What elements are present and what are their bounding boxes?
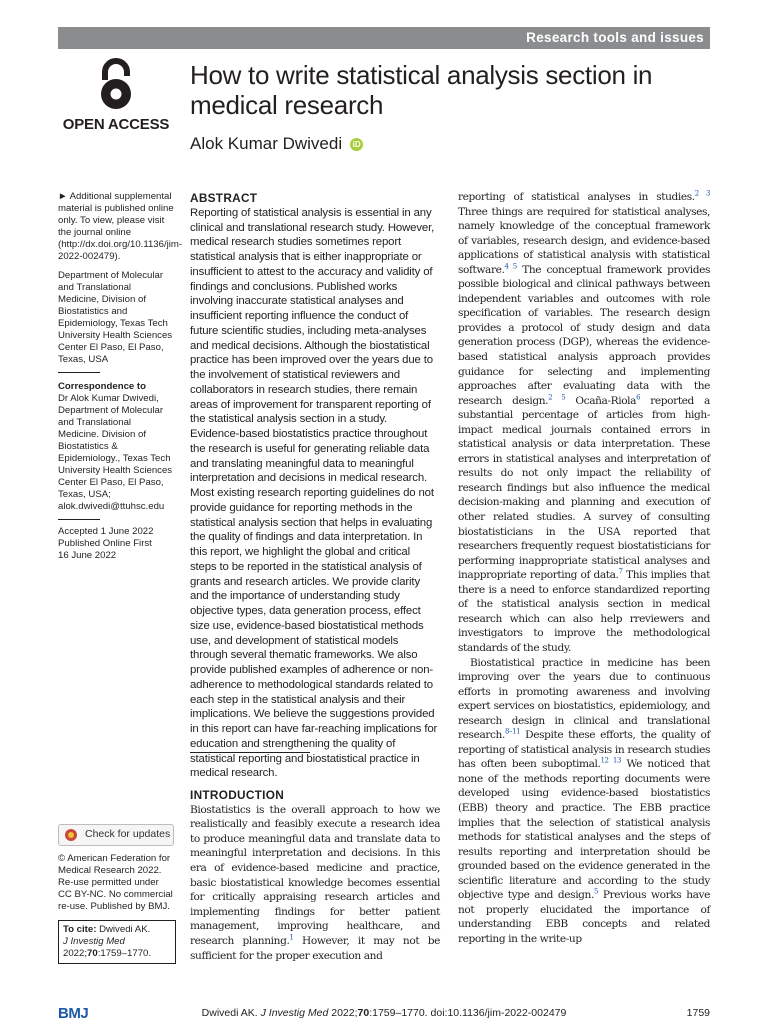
- sidebar-copyright: [58, 853, 174, 913]
- published-online-label: Published Online First: [58, 538, 152, 549]
- sidebar-affiliation: [58, 270, 174, 562]
- cite-volume: 70: [87, 948, 98, 959]
- reference-link[interactable]: 8–11: [504, 727, 521, 736]
- reference-link[interactable]: 12 13: [600, 756, 622, 765]
- reference-link[interactable]: 1: [289, 933, 294, 942]
- open-access-lock-icon: [97, 58, 135, 112]
- to-cite-box: [58, 920, 176, 964]
- introduction-heading: INTRODUCTION: [190, 788, 285, 802]
- copyright-text: © American Federation for Medical Research 2022. Re-use permitted under CC BY-NC. No commercial re-use. Published by BMJ.: [58, 853, 173, 912]
- check-updates-icon: [65, 829, 77, 841]
- correspondence-label: Correspondence to: [58, 381, 146, 392]
- published-date: 16 June 2022: [58, 550, 117, 561]
- reference-link[interactable]: 4 5: [504, 262, 517, 271]
- right-column-text: [458, 190, 710, 946]
- section-label: Research tools and issues: [526, 30, 704, 45]
- orcid-icon[interactable]: iD: [350, 138, 363, 151]
- section-header-bar: [58, 27, 710, 49]
- footer-citation: Dwivedi AK. J Investig Med 2022;70:1759–1770. doi:10.1136/jim-2022-002479: [201, 1007, 567, 1019]
- open-access-label: OPEN ACCESS: [62, 116, 170, 133]
- abstract-divider: [190, 752, 310, 753]
- check-updates-label: Check for updates: [85, 828, 171, 840]
- reference-link[interactable]: 5: [593, 887, 599, 896]
- bmj-logo: BMJ: [58, 1005, 89, 1022]
- article-title: How to write statistical analysis section in medical research: [190, 60, 653, 120]
- correspondence-text: Dr Alok Kumar Dwivedi, Department of Molecular and Translational Medicine. Division of Biostatistics & Epidemiology., Texas Tech University Health Sciences Center El Paso, El Paso, Texas, USA; alok.dwivedi@ttuhsc.edu: [58, 393, 173, 512]
- cite-label: To cite:: [63, 924, 97, 935]
- cite-journal: J Investig Med: [63, 936, 125, 947]
- reference-link[interactable]: 6: [636, 393, 641, 402]
- cite-author: Dwivedi AK.: [96, 924, 151, 935]
- author-name: Alok Kumar Dwivedi: [190, 134, 343, 153]
- accepted-date: Accepted 1 June 2022: [58, 526, 154, 537]
- abstract-heading: ABSTRACT: [190, 191, 258, 205]
- divider: [58, 372, 100, 373]
- affiliation-text: Department of Molecular and Translational Medicine, Division of Biostatistics and Epidemiology, Texas Tech University Health Sciences Center El Paso, El Paso, Texas, USA: [58, 270, 173, 365]
- reference-link[interactable]: 2 3: [694, 189, 710, 198]
- reference-link[interactable]: 2 5: [548, 393, 566, 402]
- open-access-logo: [60, 58, 172, 133]
- abstract-section: [190, 191, 438, 781]
- article-author: [190, 134, 363, 154]
- reference-link[interactable]: 7: [618, 567, 623, 576]
- check-for-updates-button[interactable]: [58, 824, 174, 846]
- sidebar-supplemental: [58, 191, 183, 263]
- page-number: 1759: [686, 1007, 710, 1019]
- body-paragraph: Biostatistical practice in medicine has been improving over the years due to continuous efforts in promoting awareness and involving expert services on biostatistics, epidemiology, and research design in clinical and translational research.$^{8-11}$ Despite these efforts, the quality of reporting of statistical analysis in research studies has often been suboptimal.$^{12 13}$ We noticed that none of the methods reporting documents were developed using evidence-based biostatistics (EBB) theory and practice. The EBB practice implies that the selection of statistical analysis methods for statistical analyses and the steps of results reporting and interpretation should be grounded based on the evidence generated in the scientific literature and according to the study objective type and design.$^5$ Previous works have not properly elucidated the importance of understanding EBB concepts and related reporting in the write-up: [458, 656, 710, 945]
- supplemental-note[interactable]: ► Additional supplemental material is published online only. To view, please visit the journal online (http://dx.doi.org/10.1136/jim-2022-002479).: [58, 191, 183, 262]
- introduction-section: [190, 788, 440, 963]
- abstract-text: Reporting of statistical analysis is essential in any clinical and translational research study. However, medical research studies sometimes report statistical analysis that is either inappropriate or insufficient to attest to the accuracy and validity of findings and conclusions. Published works involving inaccurate statistical analyses and insufficient reporting influence the conduct of future scientific studies, including meta-analyses and medical decisions. Although the biostatistical practice has been improved over the years due to the involvement of statistical reviewers and collaborators in research studies, there remain areas of improvement for transparent reporting of the statistical analysis section in a study. Evidence-based biostatistics practice throughout the research is useful for generating reliable data and translating meaningful data to meaningful interpretation and decisions in medical research. Most existing research reporting guidelines do not provide guidance for reporting methods in the statistical analysis section that helps in evaluating the quality of findings and data interpretation. In this report, we highlight the global and critical steps to be reported in the statistical analysis of grants and research articles. We provide clarity and the importance of understanding study objective types, data generation process, effect size use, evidence-based biostatistical methods use, and development of statistical models through several thematic frameworks. We also provide published examples of adherence or non-adherence to methodological standards related to each step in the statistical analysis and their implications. We believe the suggestions provided in this report can have far-reaching implications for education and strengthening the quality of statistical reporting and biostatistical practice in medical research.: [190, 206, 438, 780]
- introduction-paragraph: Biostatistics is the overall approach to how we realistically and feasibly execute a research idea to produce meaningful data and translate data to meaningful interpretation and decisions. In this era of evidence-based medicine and practice, basic biostatistical knowledge becomes essential for critically appraising research articles and implementing findings for better patient management, improving healthcare, and research planning.$^1$ However, it may not be sufficient for the proper execution and: [190, 803, 440, 962]
- divider: [58, 519, 100, 520]
- body-paragraph: reporting of statistical analyses in studies.$^{2 3}$ Three things are required for statistical analyses, namely knowledge of the conceptual framework of variables, research design, and evidence-based applications of statistical analysis with statistical software.$^{4 5}$ The conceptual framework provides possible biological and clinical pathways between independent variables and outcomes with role specification of variables. The research design provides a protocol of study design and data generation process (DGP), whereas the evidence-based statistical analysis approach provides guidance for selecting and implementing approaches after evaluating data with the research design.$^{2 5}$ Ocaña-Riola$^6$ reported a substantial percentage of articles from high-impact medical journals contained errors in statistical analysis or data interpretation. These errors in statistical analyses and interpretation of results do not only impact the reliability of research findings but also influence the medical decision-making and planning and execution of other related studies. A survey of consulting biostatisticians in the USA reported that researchers frequently request biostatisticians for performing inappropriate statistical analyses and inappropriate reporting of data.$^7$ This implies that there is a need to enforce standardized reporting of the statistical analysis section in medical research which can also help rreviewers and investigators to improve the methodological standards of the study.: [458, 189, 710, 654]
- cite-pages: :1759–1770.: [97, 948, 152, 959]
- cite-year: 2022;: [63, 948, 88, 959]
